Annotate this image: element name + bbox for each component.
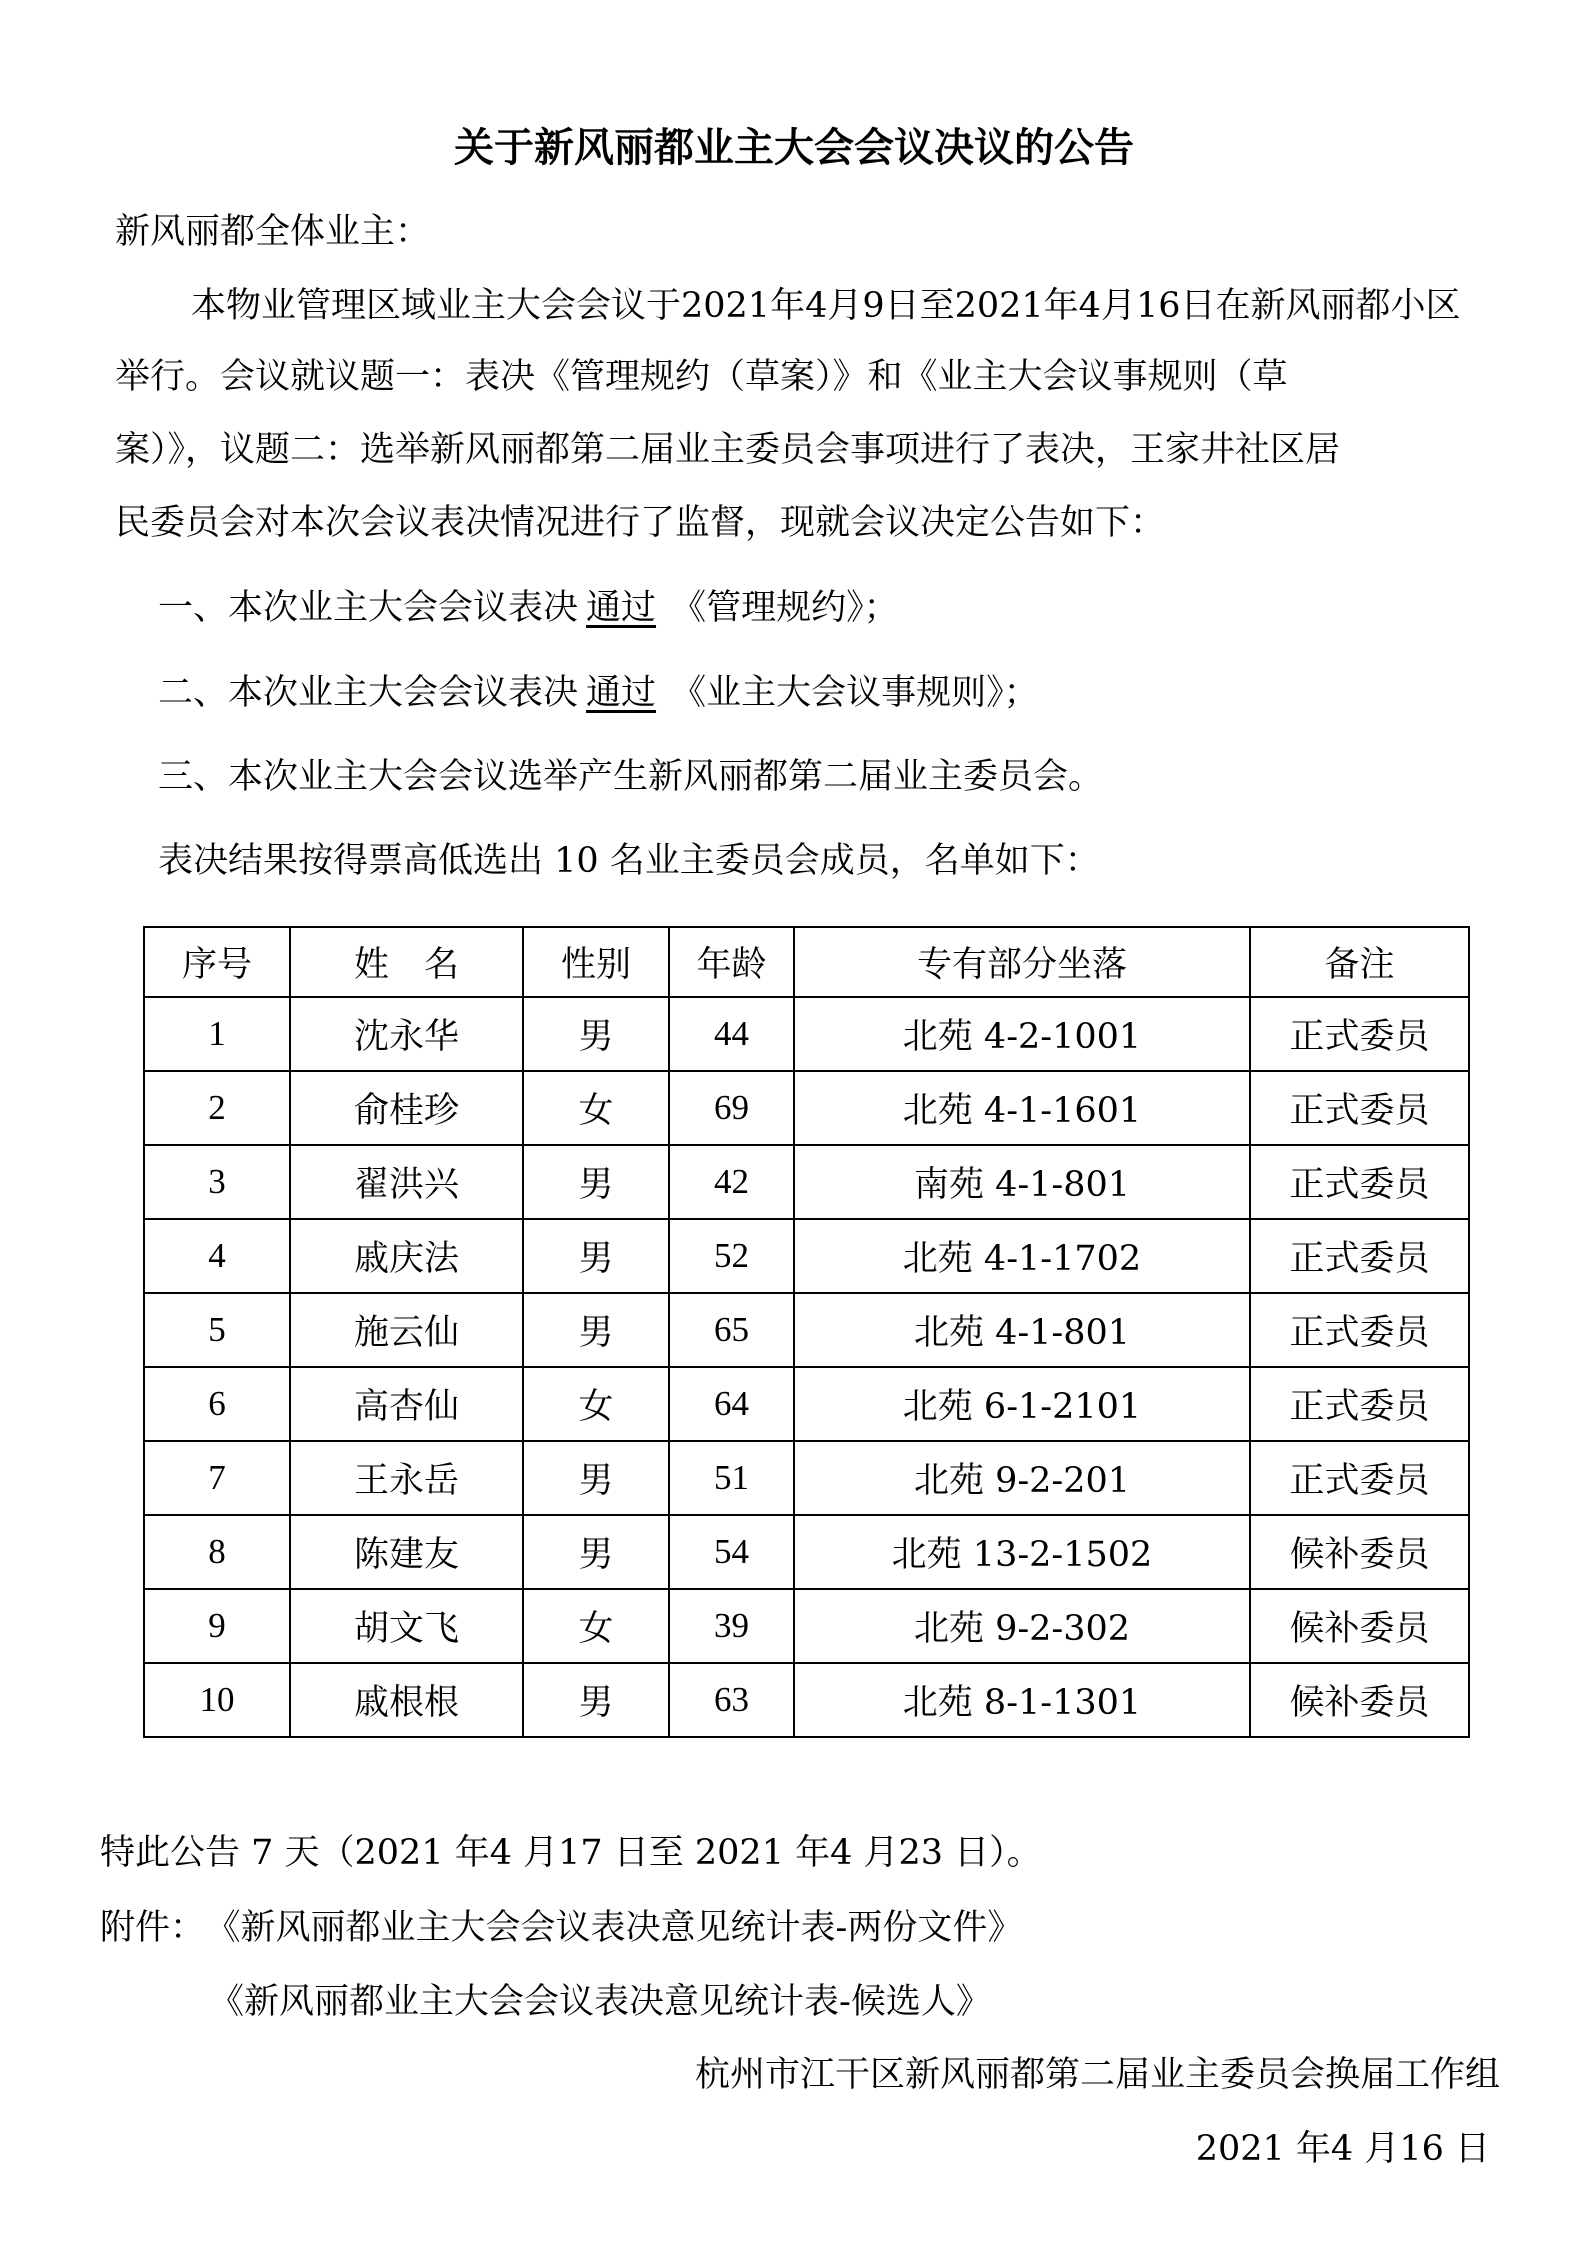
table-row	[144, 1589, 1469, 1663]
body-line-4: 民委员会对本次会议表决情况进行了监督，现就会议决定公告如下：	[115, 503, 1166, 543]
document-date: 2021 年4 月16 日	[1195, 2129, 1490, 2169]
cell-remark: 正式委员	[1250, 1219, 1469, 1293]
cell-gender: 男	[523, 1293, 669, 1367]
header-index: 序号	[144, 927, 290, 997]
cell-address: 北苑 6-1-2101	[794, 1367, 1250, 1441]
cell-gender: 男	[523, 1663, 669, 1737]
header-name: 姓 名	[290, 927, 523, 997]
cell-gender: 男	[523, 997, 669, 1071]
cell-name: 陈建友	[290, 1515, 523, 1589]
table-row	[144, 1219, 1469, 1293]
cell-gender: 女	[523, 1071, 669, 1145]
notice-period: 特此公告 7 天（2021 年4 月17 日至 2021 年4 月23 日）。	[100, 1833, 1042, 1873]
cell-name: 戚根根	[290, 1663, 523, 1737]
cell-gender: 女	[523, 1367, 669, 1441]
cell-age: 52	[669, 1219, 794, 1293]
cell-remark: 候补委员	[1250, 1589, 1469, 1663]
signature: 杭州市江干区新风丽都第二届业主委员会换届工作组	[694, 2055, 1500, 2095]
table-header-row	[144, 927, 1469, 997]
cell-name: 施云仙	[290, 1293, 523, 1367]
cell-gender: 男	[523, 1441, 669, 1515]
cell-remark: 正式委员	[1250, 997, 1469, 1071]
cell-age: 54	[669, 1515, 794, 1589]
table-row	[144, 1367, 1469, 1441]
cell-index: 2	[144, 1071, 290, 1145]
cell-age: 63	[669, 1663, 794, 1737]
cell-address: 北苑 9-2-302	[794, 1589, 1250, 1663]
cell-age: 42	[669, 1145, 794, 1219]
cell-address: 北苑 4-1-1601	[794, 1071, 1250, 1145]
cell-gender: 男	[523, 1515, 669, 1589]
cell-gender: 女	[523, 1589, 669, 1663]
result-intro: 表决结果按得票高低选出 10 名业主委员会成员，名单如下：	[158, 841, 1100, 881]
cell-name: 高杏仙	[290, 1367, 523, 1441]
decision-3: 三、本次业主大会会议选举产生新风丽都第二届业主委员会。	[158, 757, 1104, 797]
cell-name: 戚庆法	[290, 1219, 523, 1293]
decision-1-prefix: 一、本次业主大会会议表决	[158, 588, 579, 628]
header-address: 专有部分坐落	[794, 927, 1250, 997]
cell-index: 10	[144, 1663, 290, 1737]
cell-index: 5	[144, 1293, 290, 1367]
members-table	[143, 926, 1470, 1738]
decision-2-result: 通过	[586, 673, 657, 713]
cell-remark: 正式委员	[1250, 1145, 1469, 1219]
table-row	[144, 1441, 1469, 1515]
cell-name: 沈永华	[290, 997, 523, 1071]
table-row	[144, 1293, 1469, 1367]
table-row	[144, 1145, 1469, 1219]
body-line-2: 举行。会议就议题一：表决《管理规约（草案）》和《业主大会议事规则（草	[115, 357, 1288, 397]
cell-remark: 候补委员	[1250, 1515, 1469, 1589]
table-row	[144, 1071, 1469, 1145]
cell-index: 8	[144, 1515, 290, 1589]
header-gender: 性别	[523, 927, 669, 997]
cell-index: 7	[144, 1441, 290, 1515]
cell-address: 北苑 4-1-1702	[794, 1219, 1250, 1293]
decision-1-result: 通过	[586, 588, 657, 628]
attachment-1: 《新风丽都业主大会会议表决意见统计表-两份文件》	[223, 1908, 1023, 1948]
cell-gender: 男	[523, 1145, 669, 1219]
table-row	[144, 1663, 1469, 1737]
cell-age: 64	[669, 1367, 794, 1441]
cell-address: 北苑 9-2-201	[794, 1441, 1250, 1515]
cell-name: 胡文飞	[290, 1589, 523, 1663]
cell-address: 北苑 4-1-801	[794, 1293, 1250, 1367]
cell-remark: 候补委员	[1250, 1663, 1469, 1737]
salutation: 新风丽都全体业主：	[115, 212, 431, 252]
header-age: 年龄	[669, 927, 794, 997]
cell-address: 南苑 4-1-801	[794, 1145, 1250, 1219]
cell-index: 4	[144, 1219, 290, 1293]
decision-2-suffix: 《业主大会议事规则》；	[671, 673, 1039, 713]
cell-index: 9	[144, 1589, 290, 1663]
cell-gender: 男	[523, 1219, 669, 1293]
cell-index: 3	[144, 1145, 290, 1219]
decision-2-prefix: 二、本次业主大会会议表决	[158, 673, 579, 713]
attachment-line-1	[100, 1904, 1022, 1952]
decision-1	[158, 584, 899, 632]
cell-remark: 正式委员	[1250, 1367, 1469, 1441]
body-line-1: 本物业管理区域业主大会会议于2021年4月9日至2021年4月16日在新风丽都小区	[191, 286, 1461, 326]
cell-name: 翟洪兴	[290, 1145, 523, 1219]
header-remark: 备注	[1250, 927, 1469, 997]
cell-name: 王永岳	[290, 1441, 523, 1515]
cell-remark: 正式委员	[1250, 1071, 1469, 1145]
cell-remark: 正式委员	[1250, 1441, 1469, 1515]
attachment-2: 《新风丽都业主大会会议表决意见统计表-候选人》	[209, 1982, 991, 2022]
cell-age: 69	[669, 1071, 794, 1145]
body-line-3: 案）》，议题二：选举新风丽都第二届业主委员会事项进行了表决，王家井社区居	[115, 430, 1341, 470]
cell-address: 北苑 4-2-1001	[794, 997, 1250, 1071]
attachment-label: 附件：	[100, 1908, 206, 1948]
cell-remark: 正式委员	[1250, 1293, 1469, 1367]
cell-age: 44	[669, 997, 794, 1071]
cell-name: 俞桂珍	[290, 1071, 523, 1145]
table-row	[144, 1515, 1469, 1589]
cell-index: 6	[144, 1367, 290, 1441]
decision-1-suffix: 《管理规约》；	[671, 588, 899, 628]
cell-address: 北苑 8-1-1301	[794, 1663, 1250, 1737]
decision-2	[158, 669, 1039, 717]
cell-index: 1	[144, 997, 290, 1071]
cell-age: 65	[669, 1293, 794, 1367]
cell-age: 39	[669, 1589, 794, 1663]
document-title: 关于新风丽都业主大会会议决议的公告	[454, 125, 1134, 171]
cell-age: 51	[669, 1441, 794, 1515]
table-row	[144, 997, 1469, 1071]
cell-address: 北苑 13-2-1502	[794, 1515, 1250, 1589]
